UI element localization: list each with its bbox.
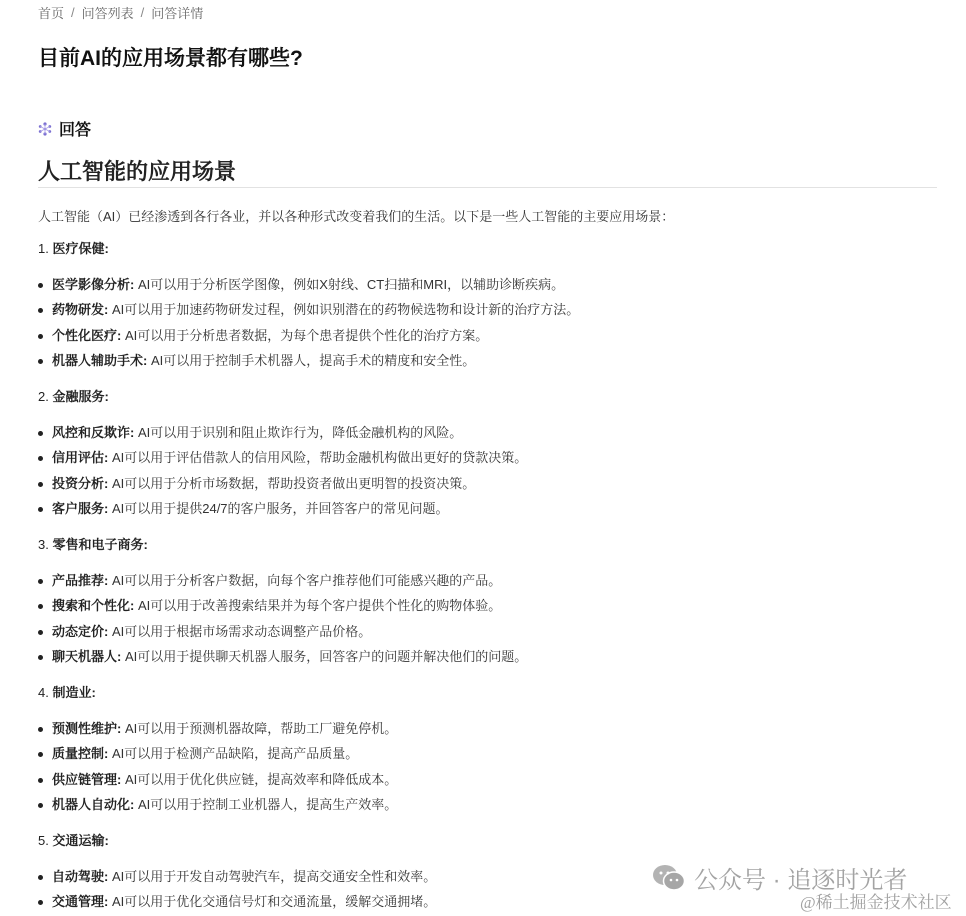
ai-sparkle-icon: [38, 122, 52, 136]
bullet-icon: [38, 752, 43, 757]
bullet-icon: [38, 803, 43, 808]
bullet-icon: [38, 283, 43, 288]
bullet-icon: [38, 482, 43, 487]
bullet-icon: [38, 630, 43, 635]
bullet-icon: [38, 431, 43, 436]
list-item: 交通管理: AI可以用于优化交通信号灯和交通流量，缓解交通拥堵。: [38, 893, 918, 916]
bullet-icon: [38, 334, 43, 339]
heading-divider: [38, 187, 937, 188]
bullet-icon: [38, 359, 43, 364]
bullet-icon: [38, 778, 43, 783]
list-item: 搜索和个性化: AI可以用于改善搜索结果并为每个客户提供个性化的购物体验。: [38, 597, 918, 622]
section-title: 2. 金融服务:: [38, 389, 109, 404]
list-item: 客户服务: AI可以用于提供24/7的客户服务，并回答客户的常见问题。: [38, 500, 918, 525]
bullet-icon: [38, 875, 43, 880]
answer-intro: 人工智能（AI）已经渗透到各行各业，并以各种形式改变着我们的生活。以下是一些人工智能的主要应用场景：: [38, 209, 675, 224]
bullet-icon: [38, 579, 43, 584]
list-item: 信用评估: AI可以用于评估借款人的信用风险，帮助金融机构做出更好的贷款决策。: [38, 449, 918, 474]
breadcrumb: [38, 3, 203, 22]
list-item: 机器人辅助手术: AI可以用于控制手术机器人，提高手术的精度和安全性。: [38, 352, 918, 377]
bullet-icon: [38, 308, 43, 313]
list-item: 个性化医疗: AI可以用于分析患者数据，为每个患者提供个性化的治疗方案。: [38, 327, 918, 352]
bullet-icon: [38, 727, 43, 732]
breadcrumb-home[interactable]: 首页: [38, 6, 65, 21]
breadcrumb-qa-detail: 问答详情: [151, 6, 204, 21]
breadcrumb-separator: /: [140, 5, 145, 20]
bullet-icon: [38, 604, 43, 609]
list-item: 机器人自动化: AI可以用于控制工业机器人，提高生产效率。: [38, 796, 918, 821]
item-list: [38, 720, 918, 821]
list-item: 药物研发: AI可以用于加速药物研发过程，例如识别潜在的药物候选物和设计新的治疗方法。: [38, 301, 918, 326]
list-item: 预测性维护: AI可以用于预测机器故障，帮助工厂避免停机。: [38, 720, 918, 745]
list-item: 动态定价: AI可以用于根据市场需求动态调整产品价格。: [38, 623, 918, 648]
wechat-icon: [652, 864, 686, 892]
section-title: 5. 交通运输:: [38, 833, 109, 848]
item-list: [38, 424, 918, 525]
list-item: 质量控制: AI可以用于检测产品缺陷，提高产品质量。: [38, 745, 918, 770]
section-retail: [38, 536, 918, 673]
item-list: [38, 276, 918, 377]
bullet-icon: [38, 900, 43, 905]
answer-heading: 人工智能的应用场景: [38, 159, 237, 184]
answer-header: [38, 117, 91, 140]
list-item: 风控和反欺诈: AI可以用于识别和阻止欺诈行为，降低金融机构的风险。: [38, 424, 918, 449]
breadcrumb-separator: /: [71, 5, 75, 20]
watermark-text: 公众号 · 追逐时光者: [694, 867, 908, 894]
section-healthcare: [38, 240, 918, 377]
list-item: 医学影像分析: AI可以用于分析医学图像，例如X射线、CT扫描和MRI，以辅助诊断疾病。: [38, 276, 918, 301]
list-item: 聊天机器人: AI可以用于提供聊天机器人服务，回答客户的问题并解决他们的问题。: [38, 648, 918, 673]
list-item: 产品推荐: AI可以用于分析客户数据，向每个客户推荐他们可能感兴趣的产品。: [38, 572, 918, 597]
bullet-icon: [38, 655, 43, 660]
bullet-icon: [38, 507, 43, 512]
list-item: 投资分析: AI可以用于分析市场数据，帮助投资者做出更明智的投资决策。: [38, 475, 918, 500]
list-item: 供应链管理: AI可以用于优化供应链，提高效率和降低成本。: [38, 771, 918, 796]
section-finance: [38, 388, 918, 525]
section-title: 1. 医疗保健:: [38, 241, 109, 256]
list-item: 自动驾驶: AI可以用于开发自动驾驶汽车，提高交通安全性和效率。: [38, 868, 918, 893]
question-title: 目前AI的应用场景都有哪些?: [38, 47, 303, 70]
section-manufacturing: [38, 684, 918, 821]
item-list: [38, 572, 918, 673]
answer-label: 回答: [59, 122, 92, 139]
section-title: 4. 制造业:: [38, 685, 96, 700]
bullet-icon: [38, 456, 43, 461]
section-title: 3. 零售和电子商务:: [38, 537, 148, 552]
breadcrumb-qa-list[interactable]: 问答列表: [81, 6, 134, 21]
watermark-sub: @稀土掘金技术社区: [800, 893, 952, 912]
